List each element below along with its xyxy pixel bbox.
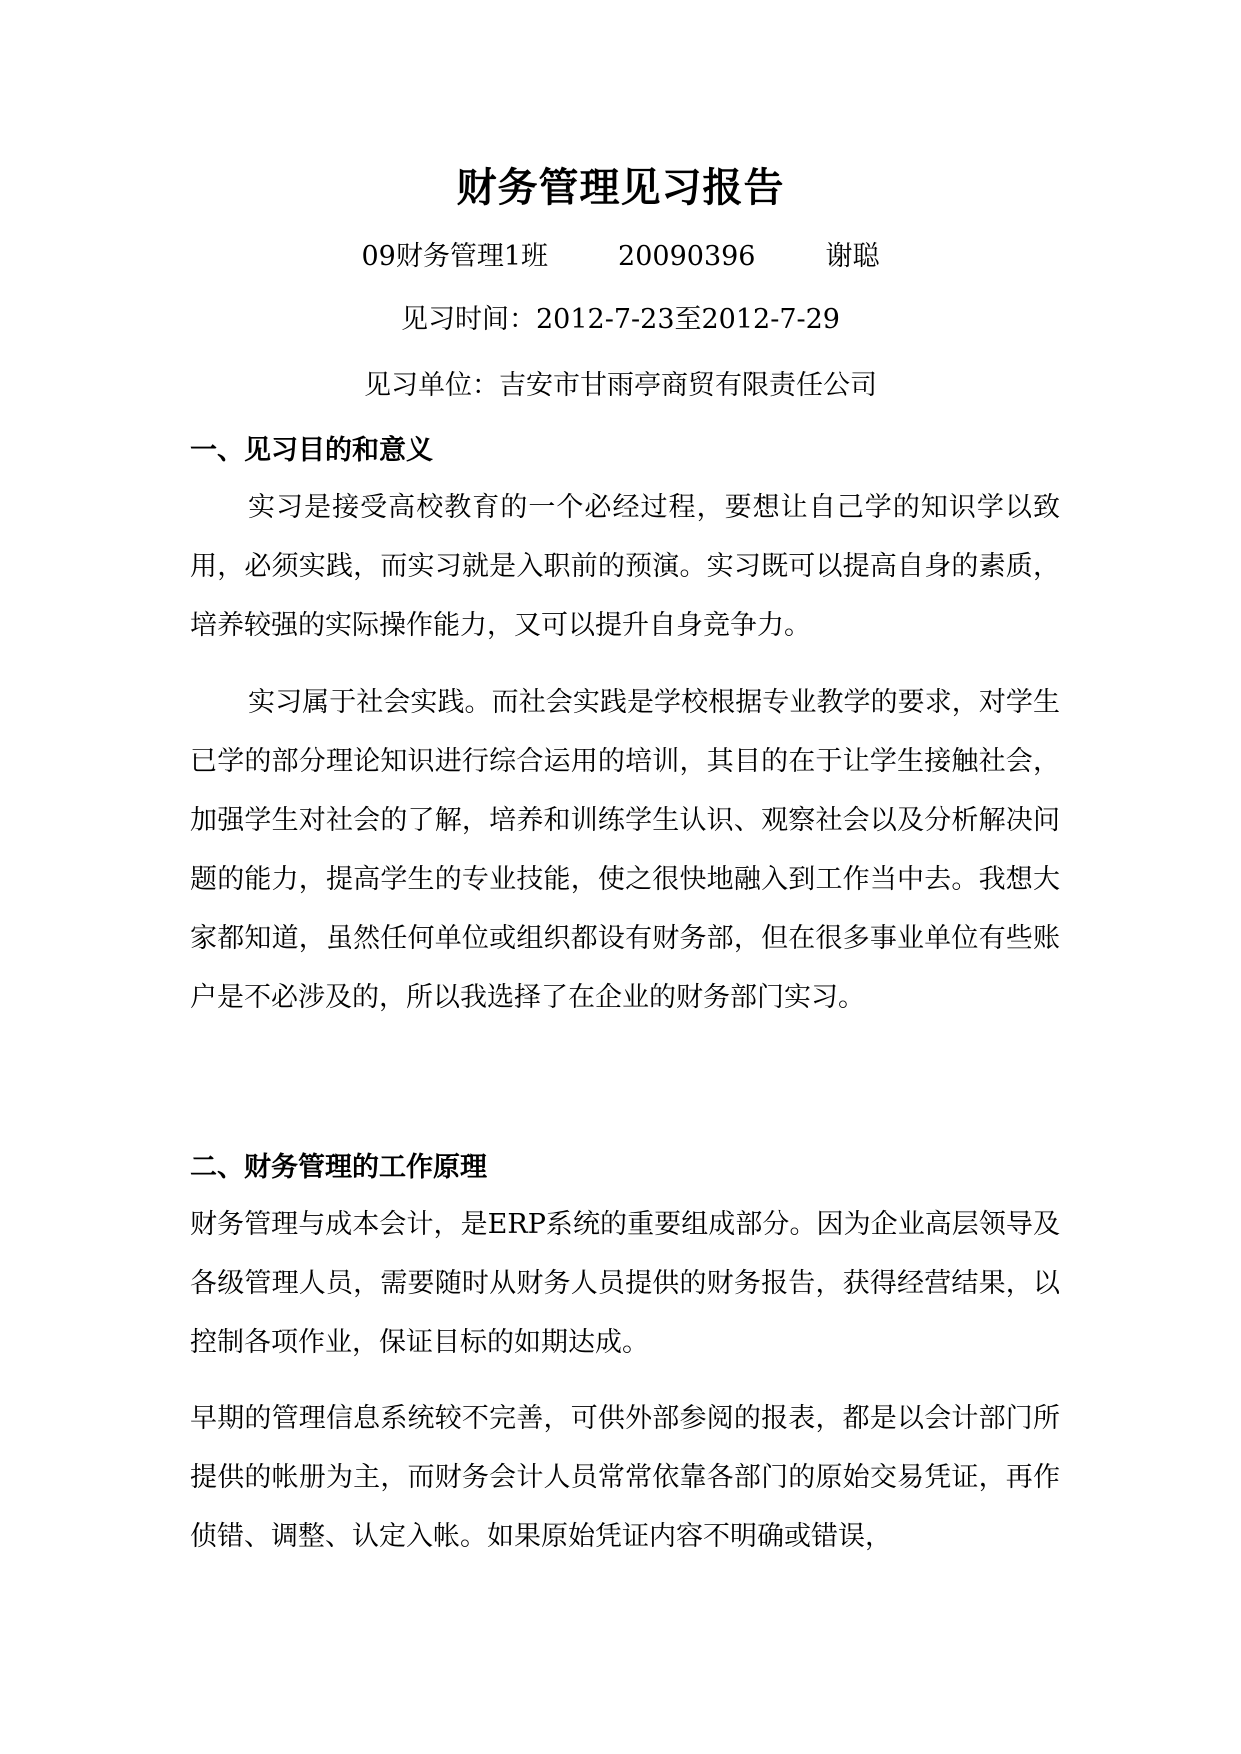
student-id: 20090396	[618, 241, 756, 272]
paragraph: 财务管理与成本会计，是ERP系统的重要组成部分。因为企业高层领导及各级管理人员，需要随时从财务人员提供的财务报告，获得经营结果，以控制各项作业，保证目标的如期达成。	[190, 1209, 1060, 1358]
paragraph: 实习是接受高校教育的一个必经过程，要想让自己学的知识学以致用，必须实践，而实习就是入职前的预演。实习既可以提高自身的素质，培养较强的实际操作能力，又可以提升自身竞争力。	[190, 492, 1060, 641]
section-heading-principles: 二、财务管理的工作原理	[190, 1152, 487, 1183]
paragraph: 实习属于社会实践。而社会实践是学校根据专业教学的要求，对学生已学的部分理论知识进行综合运用的培训，其目的在于让学生接触社会，加强学生对社会的了解，培养和训练学生认识、观察社会以及分析解决问题的能力，提高学生的专业技能，使之很快地融入到工作当中去。我想大家都知道，虽然任何单位或组织都设有财务部，但在很多事业单位有些账户是不必涉及的，所以我选择了在企业的财务部门实习。	[190, 687, 1060, 1013]
internship-unit: 见习单位：吉安市甘雨亭商贸有限责任公司	[364, 370, 877, 401]
class-name: 09财务管理1班	[361, 241, 549, 272]
internship-period: 见习时间：2012-7-23至2012-7-29	[401, 304, 840, 335]
section-heading-purpose: 一、见习目的和意义	[190, 435, 433, 466]
document-title: 财务管理见习报告	[456, 164, 785, 211]
author-byline	[0, 234, 1241, 273]
paragraph: 早期的管理信息系统较不完善，可供外部参阅的报表，都是以会计部门所提供的帐册为主，而财务会计人员常常依靠各部门的原始交易凭证，再作侦错、调整、认定入帐。如果原始凭证内容不明确或错误，	[190, 1403, 1060, 1552]
student-name: 谢聪	[825, 241, 880, 272]
